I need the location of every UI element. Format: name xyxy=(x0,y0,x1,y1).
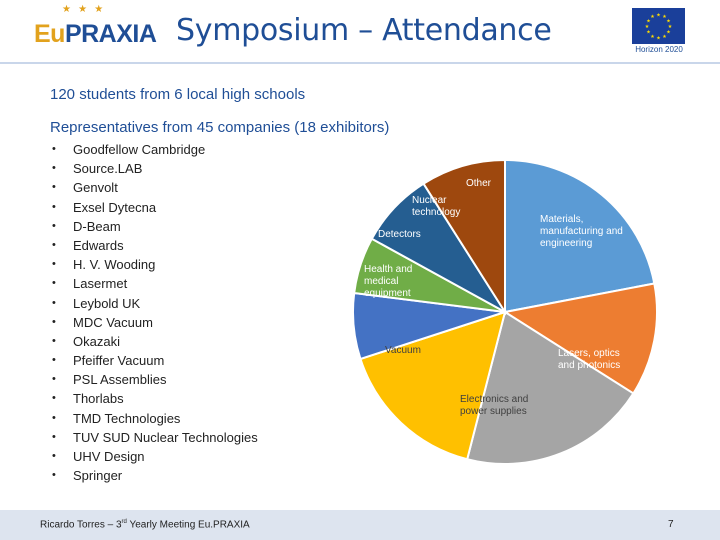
svg-text:★: ★ xyxy=(650,34,655,40)
svg-text:★: ★ xyxy=(646,29,651,36)
svg-text:★: ★ xyxy=(666,29,671,36)
bullet-icon: • xyxy=(52,277,56,290)
logo-stars-icon: ★ ★ ★ xyxy=(62,4,106,15)
bullet-icon: • xyxy=(52,162,56,175)
svg-text:★: ★ xyxy=(667,24,673,30)
europraxia-logo xyxy=(28,2,158,58)
bullet-icon: • xyxy=(52,181,56,194)
header-divider xyxy=(0,62,720,64)
company-item xyxy=(52,159,258,178)
company-name: Goodfellow Cambridge xyxy=(73,142,206,157)
bullet-icon: • xyxy=(52,200,56,213)
company-name: Pfeiffer Vacuum xyxy=(73,353,165,369)
bullet-icon: • xyxy=(52,373,56,386)
bullet-icon: • xyxy=(52,258,56,271)
company-item xyxy=(52,217,258,236)
eu-flag-icon xyxy=(632,8,685,44)
svg-text:★: ★ xyxy=(662,34,667,40)
bullet-icon: • xyxy=(52,334,56,347)
company-item xyxy=(52,294,258,313)
company-name: TUV SUD Nuclear Technologies xyxy=(73,429,258,445)
pie-slice-label: Electronics and power supplies xyxy=(460,394,529,417)
pie-slice-label: Health and medical equipment xyxy=(364,264,413,299)
slide-title: Symposium – Attendance xyxy=(176,13,552,48)
logo-wordmark: EuPRAXIA xyxy=(34,20,157,48)
footer-author: Ricardo Torres – 3rd Yearly Meeting Eu.PRAXIA xyxy=(40,519,250,531)
company-name: Edwards xyxy=(73,237,124,253)
pie-slice-label: Vacuum xyxy=(385,345,421,356)
company-item xyxy=(52,140,258,159)
company-name: Genvolt xyxy=(73,180,118,196)
pie-slice-label: Other xyxy=(466,178,492,189)
company-item xyxy=(52,447,258,466)
company-name: D-Beam xyxy=(73,218,121,234)
svg-text:★: ★ xyxy=(650,14,655,20)
company-name: Okazaki xyxy=(73,333,120,349)
company-item xyxy=(52,389,258,408)
company-name: Lasermet xyxy=(73,276,128,292)
company-name: Springer xyxy=(73,468,123,484)
horizon-2020-caption: Horizon 2020 xyxy=(635,45,683,54)
svg-text:★: ★ xyxy=(666,18,671,25)
bullet-icon: • xyxy=(52,296,56,309)
company-item xyxy=(52,274,258,293)
company-item xyxy=(52,370,258,389)
svg-text:★: ★ xyxy=(662,14,667,20)
company-item xyxy=(52,255,258,274)
pie-slice-label: Lasers, optics and photonics xyxy=(558,348,621,371)
company-item xyxy=(52,332,258,351)
bullet-icon: • xyxy=(52,354,56,367)
page-number: 7 xyxy=(668,519,674,530)
company-name: Thorlabs xyxy=(73,391,124,407)
company-name: UHV Design xyxy=(73,449,145,464)
company-item xyxy=(52,409,258,428)
svg-text:★: ★ xyxy=(646,18,651,25)
bullet-icon: • xyxy=(52,411,56,424)
company-name: PSL Assemblies xyxy=(73,372,167,388)
bullet-icon: • xyxy=(52,238,56,251)
company-name: Source.LAB xyxy=(73,161,143,177)
sector-pie-chart xyxy=(340,140,670,480)
company-list xyxy=(52,140,258,485)
svg-text:★: ★ xyxy=(656,35,661,42)
company-item xyxy=(52,351,258,370)
bullet-icon: • xyxy=(52,143,56,155)
pie-slice-label: Materials, manufacturing and engineering xyxy=(540,214,623,249)
slide-header xyxy=(0,0,720,62)
company-name: MDC Vacuum xyxy=(73,314,153,330)
bullet-icon: • xyxy=(52,469,56,482)
pie-slice-label: Nuclear technology xyxy=(412,195,461,218)
companies-line: Representatives from 45 companies (18 exhibitors) xyxy=(50,119,390,136)
bullet-icon: • xyxy=(52,315,56,328)
bullet-icon: • xyxy=(52,430,56,443)
company-name: Exsel Dytecna xyxy=(73,199,157,215)
company-name: Leybold UK xyxy=(73,295,141,311)
company-item xyxy=(52,236,258,255)
company-name: H. V. Wooding xyxy=(73,257,156,273)
company-name: TMD Technologies xyxy=(73,410,181,426)
pie-slice-label: Detectors xyxy=(378,229,421,240)
company-item xyxy=(52,178,258,197)
svg-text:★: ★ xyxy=(656,12,661,19)
bullet-icon: • xyxy=(52,219,56,232)
company-item xyxy=(52,428,258,447)
students-line: 120 students from 6 local high schools xyxy=(50,86,306,103)
bullet-icon: • xyxy=(52,392,56,405)
company-item xyxy=(52,466,258,485)
company-item xyxy=(52,313,258,332)
company-item xyxy=(52,198,258,217)
bullet-icon: • xyxy=(52,450,56,462)
svg-text:★: ★ xyxy=(644,24,650,30)
